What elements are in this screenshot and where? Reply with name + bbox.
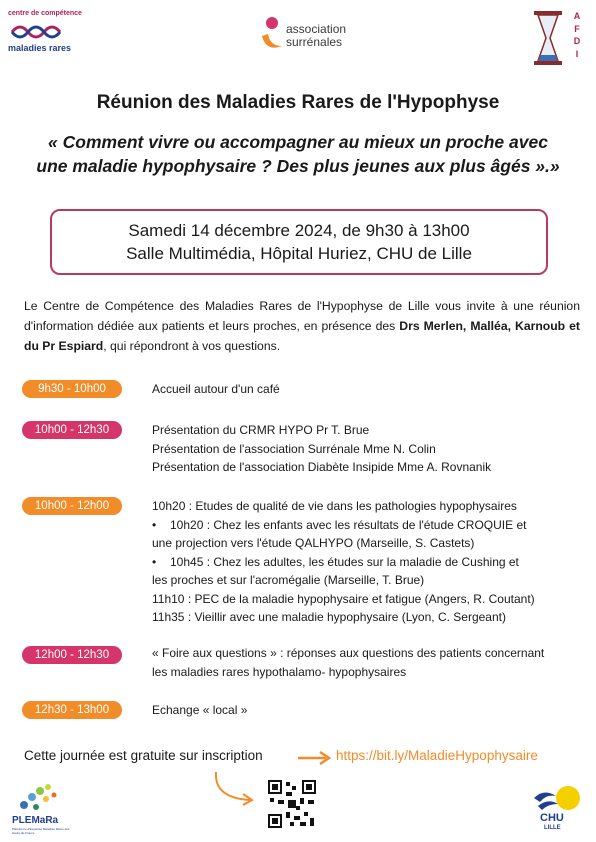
ccmr-logo-line2: maladies rares <box>8 43 72 53</box>
schedule-time-2: 10h00 - 12h30 <box>22 421 122 439</box>
schedule-item-4: « Foire aux questions » : réponses aux questions des patients concernant les maladies rares hypothalamo- hypophysaires <box>152 646 545 679</box>
event-location: Salle Multimédia, Hôpital Huriez, CHU de Lille <box>126 244 472 263</box>
hourglass-icon <box>532 10 566 66</box>
ccmr-logo-icon <box>10 22 62 42</box>
association-surrenales-logo <box>258 12 358 56</box>
schedule-time-5: 12h30 - 13h00 <box>22 701 122 719</box>
association-logo-line2: surrénales <box>286 35 343 49</box>
intro-paragraph: Le Centre de Compétence des Maladies Rares de l'Hypophyse de Lille vous invite à une réunion d'information dédiée aux patients et leurs proches, en présence des Drs Merlen, Malléa, Karnoub et du Pr Espiard, qui répondront à vos questions. <box>24 299 580 353</box>
schedule-item-1: Accueil autour d'un café <box>152 382 280 396</box>
ccmr-logo-line1: centre de compétence <box>8 10 82 17</box>
plemara-logo-subtext: Plateforme d'Expertise Maladies Rares des Hauts-de-France <box>12 827 70 835</box>
event-date: Samedi 14 décembre 2024, de 9h30 à 13h00 <box>128 221 470 240</box>
date-location-box <box>50 209 548 275</box>
schedule-item-3: 10h20 : Etudes de qualité de vie dans les pathologies hypophysaires • 10h20 : Chez les enfants avec les résultats de l'étude CROQUIE et une projection vers l'étude QALHYPO (Marseille, S. Castets) • 10h45 : Chez les adultes, les études sur la maladie de Cushing et les proches et sur l'acromégalie (Marseille, T. Brue) 11h10 : PEC de la maladie hypophysaire et fatigue (Angers, R. Coutant) 11h35 : Vieillir avec une maladie hypophysaire (Lyon, C. Sergeant) <box>152 499 535 624</box>
chu-logo-icon <box>530 784 582 812</box>
registration-cta: Cette journée est gratuite sur inscription <box>24 748 263 763</box>
speakers: Drs Merlen, Malléa, Karnoub et du Pr Espiard <box>24 319 580 353</box>
registration-link[interactable]: https://bit.ly/MaladieHypophysaire <box>336 748 538 763</box>
association-logo-icon <box>258 14 286 54</box>
chu-logo-text: CHU <box>540 812 564 824</box>
afdi-letters: A F D I <box>573 11 581 59</box>
plemara-logo-text: PLEMaRa <box>12 815 59 826</box>
association-logo-line1: association <box>286 22 347 36</box>
page-title: Réunion des Maladies Rares de l'Hypophyse <box>96 92 500 113</box>
qr-code-icon[interactable] <box>266 778 318 830</box>
schedule-time-4: 12h00 - 12h30 <box>22 646 122 664</box>
curved-arrow-icon <box>210 770 258 808</box>
plemara-logo <box>12 783 72 835</box>
afdi-logo <box>532 10 588 66</box>
chu-logo-subtext: LILLE <box>544 825 561 831</box>
plemara-dots-icon <box>16 783 60 813</box>
schedule-time-3: 10h00 - 12h00 <box>22 497 122 515</box>
schedule-item-2: Présentation du CRMR HYPO Pr T. Brue Présentation de l'association Surrénale Mme N. Colin Présentation de l'association Diabète Insipide Mme A. Rovnanik <box>152 423 492 474</box>
arrow-right-icon <box>296 750 332 766</box>
chu-lille-logo <box>526 784 584 836</box>
page-subtitle: « Comment vivre ou accompagner au mieux un proche avec une maladie hypophysaire ? Des plus jeunes aux plus âgés ».» <box>36 132 560 176</box>
ccmr-logo <box>8 10 82 56</box>
bullet-icon: • <box>152 554 157 569</box>
schedule-time-1: 9h30 - 10h00 <box>22 380 122 398</box>
bullet-icon: • <box>152 517 157 532</box>
schedule-item-5: Echange « local » <box>152 703 248 717</box>
